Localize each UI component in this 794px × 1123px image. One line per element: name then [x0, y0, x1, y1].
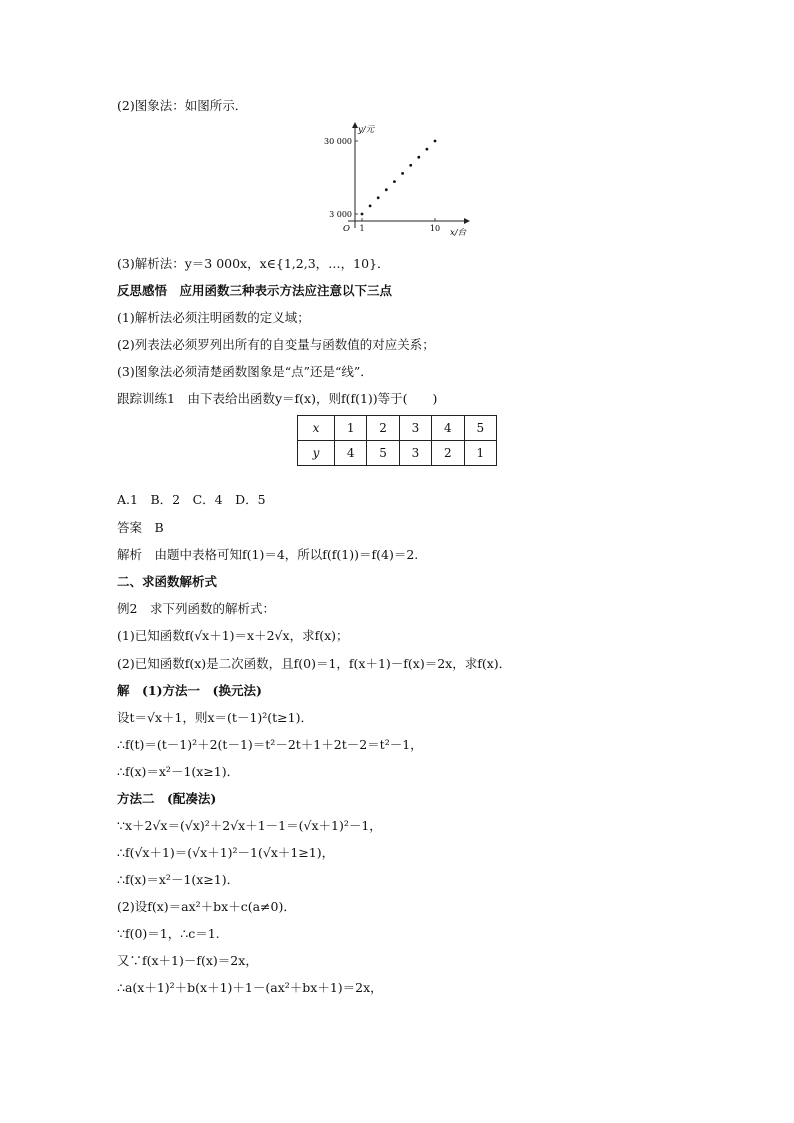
reflection-heading: 反思感悟 应用函数三种表示方法应注意以下三点 [117, 283, 393, 298]
paragraph-graph-method: (2)图象法：如图所示． [117, 98, 248, 113]
table-cell: 2 [367, 416, 399, 441]
section-heading: 二、求函数解析式 [117, 574, 218, 589]
exercise-1-options: A.1 B．2 C．4 D．5 [117, 492, 266, 507]
scatter-chart [318, 120, 478, 245]
data-point [369, 205, 372, 208]
data-points [361, 140, 437, 216]
y-tick-label-30000: 30 000 [324, 137, 352, 146]
reflection-point-2: (2)列表法必须罗列出所有的自变量与函数值的对应关系； [117, 337, 435, 352]
data-point [417, 156, 420, 159]
table-cell: 1 [335, 416, 367, 441]
table-row-y [298, 441, 497, 466]
analysis-line: 解析 由题中表格可知f(1)＝4，所以f(f(1))＝f(4)＝2. [117, 547, 419, 562]
example-2-part-1: (1)已知函数f(√x＋1)＝x＋2√x，求f(x)； [117, 628, 349, 643]
data-point [401, 172, 404, 175]
solution-line: ∴a(x＋1)²＋b(x＋1)＋1－(ax²＋bx＋1)＝2x， [117, 980, 383, 995]
y-axis-label: y/元 [358, 125, 375, 135]
method-2-heading: 方法二 (配凑法) [117, 791, 217, 806]
x-tick-label-1: 1 [359, 224, 365, 233]
solution-line: ∴f(x)＝x²－1(x≥1)． [117, 872, 240, 887]
solution-line: 设t＝√x＋1，则x＝(t－1)²(t≥1)． [117, 710, 313, 725]
example-2-heading: 例2 求下列函数的解析式： [117, 601, 275, 616]
solution-line: ∵f(0)＝1，∴c＝1. [117, 926, 220, 941]
x-tick-label-10: 10 [429, 224, 441, 233]
solution-line: ∴f(√x＋1)＝(√x＋1)²－1(√x＋1≥1)， [117, 845, 335, 860]
data-point [434, 140, 437, 143]
data-point [377, 196, 380, 199]
exercise-1-question: 跟踪训练1 由下表给出函数y＝f(x)，则f(f(1))等于( ) [117, 391, 438, 406]
reflection-point-1: (1)解析法必须注明函数的定义域； [117, 310, 310, 325]
solution-line: (2)设f(x)＝ax²＋bx＋c(a≠0)． [117, 899, 296, 914]
paragraph-analytic-method: (3)解析法：y＝3 000x，x∈{1,2,3，…，10}． [117, 256, 390, 271]
data-point [426, 148, 429, 151]
data-point [385, 188, 388, 191]
table-header-y: y [298, 441, 335, 466]
table-row-x [298, 416, 497, 441]
table-cell: 4 [335, 441, 367, 466]
table-cell: 4 [432, 416, 464, 441]
function-value-table [297, 415, 497, 466]
y-tick-label-3000: 3 000 [329, 210, 352, 219]
answer-line: 答案 B [117, 520, 164, 535]
solution-line: 又∵f(x＋1)－f(x)＝2x， [117, 953, 258, 968]
x-axis-label: x/台 [450, 228, 467, 238]
table-cell: 5 [367, 441, 399, 466]
table-cell: 5 [464, 416, 496, 441]
table-cell: 3 [399, 416, 431, 441]
table-header-x: x [298, 416, 335, 441]
reflection-point-3: (3)图象法必须清楚函数图象是“点”还是“线”． [117, 364, 373, 379]
data-point [409, 164, 412, 167]
table-cell: 3 [399, 441, 431, 466]
origin-label: O [343, 224, 350, 234]
x-axis-arrow [464, 218, 470, 224]
solution-line: ∴f(t)＝(t－1)²＋2(t－1)＝t²－2t＋1＋2t－2＝t²－1， [117, 737, 423, 752]
example-2-part-2: (2)已知函数f(x)是二次函数，且f(0)＝1，f(x＋1)－f(x)＝2x，求f(x)． [117, 656, 512, 671]
solution-heading: 解 (1)方法一 (换元法) [117, 683, 262, 698]
data-point [361, 213, 364, 216]
data-point [393, 180, 396, 183]
solution-line: ∴f(x)＝x²－1(x≥1)． [117, 764, 240, 779]
solution-line: ∵x＋2√x＝(√x)²＋2√x＋1－1＝(√x＋1)²－1， [117, 818, 382, 833]
table-cell: 2 [432, 441, 464, 466]
table-cell: 1 [464, 441, 496, 466]
